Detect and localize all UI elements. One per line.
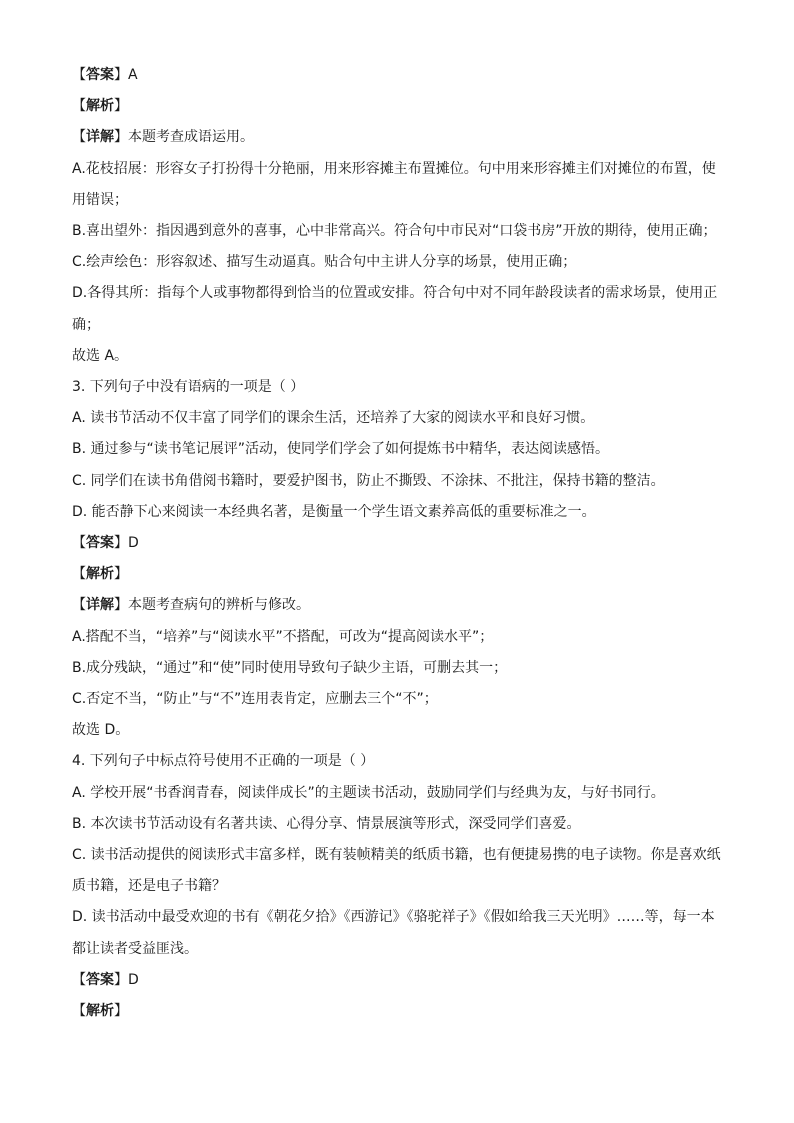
section-tag-analysis (72, 565, 732, 583)
section-tag-answer (72, 66, 732, 84)
tag-label: 解析 (86, 566, 114, 583)
tag-bracket-close: 】 (114, 129, 128, 146)
tag-label: 详解 (86, 597, 114, 614)
text-line: 故选 A。 (72, 347, 129, 364)
text-line: C.否定不当，“防止”与“不”连用表肯定，应删去三个“不”； (72, 691, 438, 707)
text-line: A.搭配不当，“培养”与“阅读水平”不搭配，可改为“提高阅读水平”； (72, 628, 494, 645)
tag-bracket-open: 【 (72, 1003, 86, 1019)
tag-bracket-close: 】 (114, 67, 128, 83)
text-line: C.绘声绘色：形容叙述、描写生动逼真。贴合句中主讲人分享的场景，使用正确； (72, 254, 577, 271)
tag-bracket-open: 【 (72, 129, 86, 146)
section-tag-answer (72, 534, 732, 552)
tag-label: 详解 (86, 129, 114, 146)
text-line: 3. 下列句子中没有语病的一项是（ ） (72, 379, 305, 395)
tag-label: 答案 (86, 67, 114, 83)
tag-label: 解析 (86, 98, 114, 115)
text-line: A. 学校开展“书香润青春，阅读伴成长”的主题读书活动，鼓励同学们与经典为友，与好书同行。 (72, 784, 665, 801)
text-line: A. 读书节活动不仅丰富了同学们的课余生活，还培养了大家的阅读水平和良好习惯。 (72, 410, 595, 427)
tag-label: 解析 (86, 1003, 114, 1019)
tag-bracket-open: 【 (72, 98, 86, 115)
text-line: D.各得其所：指每个人或事物都得到恰当的位置或安排。符合句中对不同年龄段读者的需求场景，使用正 (72, 285, 718, 302)
tag-bracket-close: 】 (114, 971, 128, 988)
section-tag-analysis (72, 1002, 732, 1020)
section-tag-detail (72, 596, 732, 614)
tag-value: D (128, 535, 139, 551)
text-line: 故选 D。 (72, 722, 130, 739)
tag-bracket-open: 【 (72, 597, 86, 614)
tag-bracket-close: 】 (114, 566, 128, 583)
text-line: D. 读书活动中最受欢迎的书有《朝花夕拾》《西游记》《骆驼祥子》《假如给我三天光明》……等，每一本 (72, 909, 715, 926)
tag-bracket-close: 】 (114, 597, 128, 614)
tag-bracket-close: 】 (114, 1003, 128, 1019)
text-line: D. 能否静下心来阅读一本经典名著，是衡量一个学生语文素养高低的重要标准之一。 (72, 503, 596, 520)
tag-bracket-close: 】 (114, 98, 128, 115)
tag-bracket-open: 【 (72, 566, 86, 583)
text-line: B. 通过参与“读书笔记展评”活动，使同学们学会了如何提炼书中精华，表达阅读感悟。 (72, 441, 610, 458)
text-line: 都让读者受益匪浅。 (72, 940, 198, 957)
text-line: C. 同学们在读书角借阅书籍时，要爱护图书，防止不撕毁、不涂抹、不批注，保持书籍的整洁。 (72, 472, 665, 489)
text-line: 用错误； (72, 191, 128, 208)
tag-bracket-open: 【 (72, 971, 86, 988)
tag-value: D (128, 971, 139, 988)
section-tag-answer (72, 971, 732, 989)
text-line: B.成分残缺，“通过”和“使”同时使用导致句子缺少主语，可删去其一； (72, 659, 508, 676)
text-line: A.花枝招展：形容女子打扮得十分艳丽，用来形容摊主布置摊位。句中用来形容摊主们对摊位的布置，使 (72, 160, 716, 177)
text-line: 质书籍，还是电子书籍？ (72, 878, 226, 895)
tag-bracket-close: 】 (114, 535, 128, 551)
text-line: 确； (72, 316, 100, 333)
tag-value: 本题考查病句的辨析与修改。 (128, 597, 310, 614)
tag-bracket-open: 【 (72, 535, 86, 551)
tag-value: A (128, 67, 138, 83)
tag-label: 答案 (86, 971, 114, 988)
text-line: B. 本次读书节活动设有名著共读、心得分享、情景展演等形式，深受同学们喜爱。 (72, 815, 581, 832)
text-line: C. 读书活动提供的阅读形式丰富多样，既有装帧精美的纸质书籍，也有便捷易携的电子读物。你是喜欢纸 (72, 847, 721, 863)
tag-bracket-open: 【 (72, 67, 86, 83)
tag-value: 本题考查成语运用。 (128, 129, 254, 146)
tag-label: 答案 (86, 535, 114, 551)
text-line: 4. 下列句子中标点符号使用不正确的一项是（ ） (72, 753, 375, 770)
text-line: B.喜出望外：指因遇到意外的喜事，心中非常高兴。符合句中市民对“口袋书房”开放的期待，使用正确； (72, 223, 717, 239)
section-tag-analysis (72, 97, 732, 115)
section-tag-detail (72, 128, 732, 146)
